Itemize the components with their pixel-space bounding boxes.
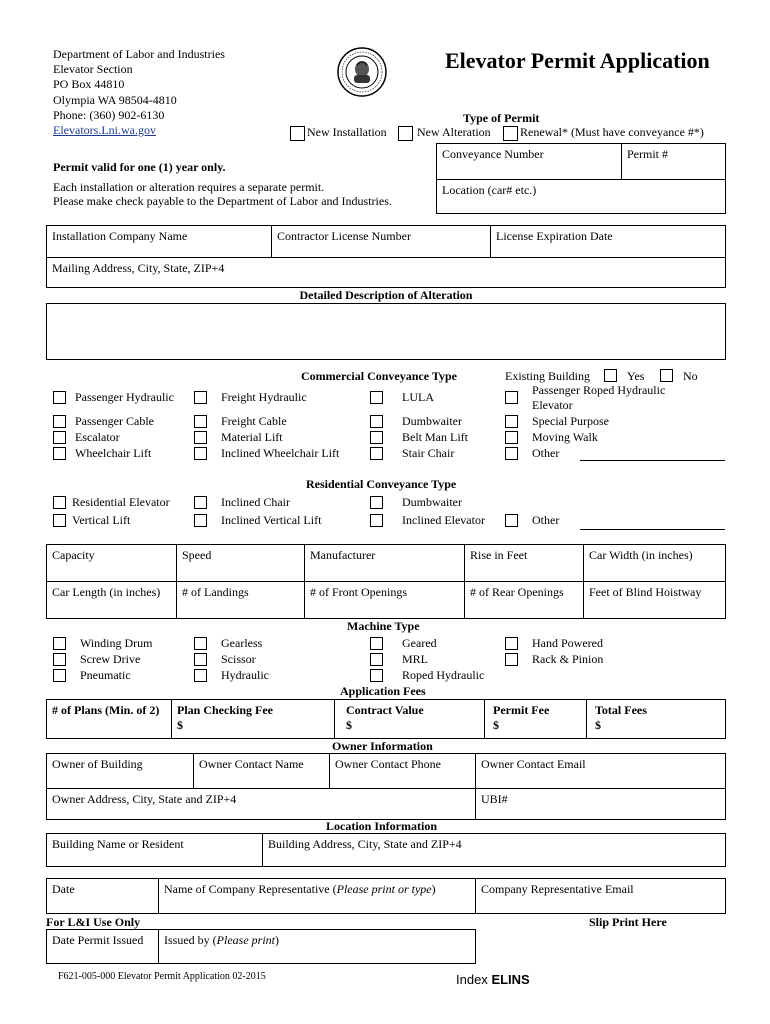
permit-fee-label: Permit Fee bbox=[493, 703, 550, 717]
building-name-field[interactable] bbox=[46, 833, 263, 867]
ubi-label: UBI# bbox=[481, 792, 508, 806]
address-line: Department of Labor and Industries bbox=[53, 47, 225, 61]
owner-contact-phone-label: Owner Contact Phone bbox=[335, 757, 441, 771]
state-seal-icon bbox=[337, 47, 387, 97]
wheelchair-lift-checkbox[interactable] bbox=[53, 447, 66, 460]
rear-openings-label: # of Rear Openings bbox=[470, 585, 564, 599]
address-line: Phone: (360) 902-6130 bbox=[53, 107, 165, 122]
location-field[interactable] bbox=[436, 179, 726, 214]
gearless-label: Gearless bbox=[221, 636, 263, 650]
issued-by-label: Issued by (Please print) bbox=[164, 933, 279, 947]
license-expiration-label: License Expiration Date bbox=[496, 229, 613, 243]
belt-man-lift-label: Belt Man Lift bbox=[402, 430, 468, 444]
plan-checking-dollar: $ bbox=[177, 718, 183, 732]
commercial-dumbwaiter-checkbox[interactable] bbox=[370, 415, 383, 428]
hydraulic-label: Hydraulic bbox=[221, 668, 269, 682]
existing-building-no-label: No bbox=[683, 369, 698, 383]
existing-building-no-checkbox[interactable] bbox=[660, 369, 673, 382]
mailing-address-label: Mailing Address, City, State, ZIP+4 bbox=[52, 261, 225, 275]
passenger-cable-checkbox[interactable] bbox=[53, 415, 66, 428]
passenger-hydraulic-label: Passenger Hydraulic bbox=[75, 390, 174, 404]
owner-address-label: Owner Address, City, State and ZIP+4 bbox=[52, 792, 237, 806]
escalator-checkbox[interactable] bbox=[53, 431, 66, 444]
inclined-wheelchair-lift-checkbox[interactable] bbox=[194, 447, 207, 460]
inclined-elevator-label: Inclined Elevator bbox=[402, 513, 485, 527]
index-label: Index bbox=[456, 972, 488, 987]
index-value: ELINS bbox=[491, 972, 530, 987]
contract-value-dollar: $ bbox=[346, 718, 352, 732]
inclined-vertical-lift-checkbox[interactable] bbox=[194, 514, 207, 527]
owner-address-field[interactable] bbox=[46, 788, 476, 820]
total-fees-field[interactable] bbox=[586, 699, 726, 739]
moving-walk-checkbox[interactable] bbox=[505, 431, 518, 444]
scissor-label: Scissor bbox=[221, 652, 256, 666]
plan-checking-fee-label: Plan Checking Fee bbox=[177, 703, 273, 717]
residential-other-label: Other bbox=[532, 513, 560, 527]
front-openings-label: # of Front Openings bbox=[310, 585, 407, 599]
residential-dumbwaiter-checkbox[interactable] bbox=[370, 496, 383, 509]
blind-hoistway-label: Feet of Blind Hoistway bbox=[589, 585, 702, 599]
date-permit-issued-label: Date Permit Issued bbox=[52, 933, 144, 947]
commercial-other-label: Other bbox=[532, 446, 560, 460]
permit-valid-note: Permit valid for one (1) year only. bbox=[53, 160, 226, 174]
total-fees-label: Total Fees bbox=[595, 703, 647, 717]
screw-drive-label: Screw Drive bbox=[80, 652, 141, 666]
mrl-label: MRL bbox=[402, 652, 429, 666]
date-permit-issued-field[interactable] bbox=[46, 929, 159, 964]
car-width-label: Car Width (in inches) bbox=[589, 548, 693, 562]
existing-building-label: Existing Building bbox=[505, 369, 591, 383]
material-lift-label: Material Lift bbox=[221, 430, 283, 444]
pneumatic-label: Pneumatic bbox=[80, 668, 131, 682]
conveyance-number-field[interactable] bbox=[436, 143, 622, 180]
residential-other-line[interactable] bbox=[580, 529, 725, 530]
landings-field[interactable] bbox=[176, 581, 305, 619]
new-installation-checkbox[interactable] bbox=[290, 126, 305, 141]
slip-print-label: Slip Print Here bbox=[589, 915, 667, 929]
roped-hydraulic-label: Roped Hydraulic bbox=[402, 668, 485, 682]
alteration-heading: Detailed Description of Alteration bbox=[299, 288, 473, 302]
material-lift-checkbox[interactable] bbox=[194, 431, 207, 444]
owner-contact-name-label: Owner Contact Name bbox=[199, 757, 304, 771]
residential-elevator-checkbox[interactable] bbox=[53, 496, 66, 509]
owner-contact-email-field[interactable] bbox=[475, 753, 726, 789]
license-expiration-field[interactable] bbox=[490, 225, 726, 258]
commercial-heading: Commercial Conveyance Type bbox=[301, 369, 457, 383]
freight-hydraulic-label: Freight Hydraulic bbox=[221, 390, 307, 404]
rise-in-feet-label: Rise in Feet bbox=[470, 548, 528, 562]
building-name-label: Building Name or Resident bbox=[52, 837, 184, 851]
residential-dumbwaiter-label: Dumbwaiter bbox=[402, 495, 462, 509]
speed-field[interactable] bbox=[176, 544, 305, 582]
new-alteration-checkbox[interactable] bbox=[398, 126, 413, 141]
wheelchair-lift-label: Wheelchair Lift bbox=[75, 446, 152, 460]
gearless-checkbox[interactable] bbox=[194, 637, 207, 650]
inclined-chair-checkbox[interactable] bbox=[194, 496, 207, 509]
form-id: F621-005-000 Elevator Permit Application 02-2015 bbox=[58, 971, 266, 982]
scissor-checkbox[interactable] bbox=[194, 653, 207, 666]
location-info-heading: Location Information bbox=[326, 819, 437, 833]
conveyance-number-label: Conveyance Number bbox=[442, 147, 544, 161]
contract-value-label: Contract Value bbox=[346, 703, 424, 717]
location-label: Location (car# etc.) bbox=[442, 183, 537, 197]
company-rep-email-label: Company Representative Email bbox=[481, 882, 634, 896]
permit-number-field[interactable] bbox=[621, 143, 726, 180]
moving-walk-label: Moving Walk bbox=[532, 430, 598, 444]
pneumatic-checkbox[interactable] bbox=[53, 669, 66, 682]
plans-field[interactable] bbox=[46, 699, 172, 739]
mrl-checkbox[interactable] bbox=[370, 653, 383, 666]
front-openings-field[interactable] bbox=[304, 581, 465, 619]
passenger-hydraulic-checkbox[interactable] bbox=[53, 391, 66, 404]
rack-pinion-checkbox[interactable] bbox=[505, 653, 518, 666]
inclined-wheelchair-lift-label: Inclined Wheelchair Lift bbox=[221, 446, 340, 460]
belt-man-lift-checkbox[interactable] bbox=[370, 431, 383, 444]
renewal-label: Renewal* (Must have conveyance #*) bbox=[520, 125, 704, 139]
commercial-dumbwaiter-label: Dumbwaiter bbox=[402, 414, 462, 428]
separate-permit-note: Each installation or alteration requires a separate permit. bbox=[53, 180, 325, 194]
lula-label: LULA bbox=[402, 390, 434, 404]
landings-label: # of Landings bbox=[182, 585, 249, 599]
address-line: PO Box 44810 bbox=[53, 77, 125, 92]
date-label: Date bbox=[52, 882, 75, 896]
hydraulic-checkbox[interactable] bbox=[194, 669, 207, 682]
existing-building-yes-checkbox[interactable] bbox=[604, 369, 617, 382]
rack-pinion-label: Rack & Pinion bbox=[532, 652, 604, 666]
owner-contact-email-label: Owner Contact Email bbox=[481, 757, 586, 771]
passenger-cable-label: Passenger Cable bbox=[75, 414, 154, 428]
screw-drive-checkbox[interactable] bbox=[53, 653, 66, 666]
index-code bbox=[456, 972, 530, 987]
total-fees-dollar: $ bbox=[595, 718, 601, 732]
check-payable-note: Please make check payable to the Department of Labor and Industries. bbox=[53, 194, 392, 208]
car-width-field[interactable] bbox=[583, 544, 726, 582]
geared-label: Geared bbox=[402, 636, 437, 650]
escalator-label: Escalator bbox=[75, 430, 120, 444]
freight-cable-label: Freight Cable bbox=[221, 414, 287, 428]
vertical-lift-checkbox[interactable] bbox=[53, 514, 66, 527]
lula-checkbox[interactable] bbox=[370, 391, 383, 404]
speed-label: Speed bbox=[182, 548, 212, 562]
manufacturer-field[interactable] bbox=[304, 544, 465, 582]
contract-value-field[interactable] bbox=[334, 699, 485, 739]
owner-contact-name-field[interactable] bbox=[193, 753, 330, 789]
address-line: Olympia WA 98504-4810 bbox=[53, 92, 177, 107]
email-link[interactable]: Elevators.Lni.wa.gov bbox=[53, 123, 156, 138]
inclined-chair-label: Inclined Chair bbox=[221, 495, 290, 509]
company-rep-email-field[interactable] bbox=[475, 878, 726, 914]
commercial-other-line[interactable] bbox=[580, 460, 725, 461]
owner-building-label: Owner of Building bbox=[52, 757, 143, 771]
installation-company-field[interactable] bbox=[46, 225, 272, 258]
car-length-label: Car Length (in inches) bbox=[52, 585, 161, 599]
special-purpose-checkbox[interactable] bbox=[505, 415, 518, 428]
li-use-heading: For L&I Use Only bbox=[46, 915, 141, 929]
owner-info-heading: Owner Information bbox=[332, 739, 433, 753]
contractor-license-field[interactable] bbox=[271, 225, 491, 258]
permit-fee-field[interactable] bbox=[484, 699, 587, 739]
rise-in-feet-field[interactable] bbox=[464, 544, 584, 582]
residential-heading: Residential Conveyance Type bbox=[306, 477, 457, 491]
hand-powered-checkbox[interactable] bbox=[505, 637, 518, 650]
special-purpose-label: Special Purpose bbox=[532, 414, 609, 428]
mailing-address-field[interactable] bbox=[46, 257, 726, 288]
inclined-elevator-checkbox[interactable] bbox=[370, 514, 383, 527]
freight-cable-checkbox[interactable] bbox=[194, 415, 207, 428]
address-line: Elevator Section bbox=[53, 62, 133, 77]
company-rep-name-label: Name of Company Representative (Please print or type) bbox=[164, 882, 436, 896]
stair-chair-label: Stair Chair bbox=[402, 446, 455, 460]
installation-company-label: Installation Company Name bbox=[52, 229, 188, 243]
permit-number-label: Permit # bbox=[627, 147, 668, 161]
passenger-roped-hydraulic-label-line2: Elevator bbox=[532, 398, 573, 412]
vertical-lift-label: Vertical Lift bbox=[72, 513, 131, 527]
agency-address bbox=[53, 47, 225, 138]
residential-elevator-label: Residential Elevator bbox=[72, 495, 170, 509]
freight-hydraulic-checkbox[interactable] bbox=[194, 391, 207, 404]
manufacturer-label: Manufacturer bbox=[310, 548, 376, 562]
plan-checking-fee-field[interactable] bbox=[171, 699, 335, 739]
rear-openings-field[interactable] bbox=[464, 581, 584, 619]
date-field[interactable] bbox=[46, 878, 159, 914]
permit-fee-dollar: $ bbox=[493, 718, 499, 732]
plans-label: # of Plans (Min. of 2) bbox=[52, 703, 160, 717]
winding-drum-label: Winding Drum bbox=[80, 636, 153, 650]
hand-powered-label: Hand Powered bbox=[532, 636, 603, 650]
blind-hoistway-field[interactable] bbox=[583, 581, 726, 619]
owner-building-field[interactable] bbox=[46, 753, 194, 789]
roped-hydraulic-checkbox[interactable] bbox=[370, 669, 383, 682]
alteration-description-field[interactable] bbox=[46, 303, 726, 360]
permit-type-heading: Type of Permit bbox=[463, 111, 540, 125]
capacity-field[interactable] bbox=[46, 544, 177, 582]
existing-building-yes-label: Yes bbox=[627, 369, 645, 383]
residential-other-checkbox[interactable] bbox=[505, 514, 518, 527]
application-fees-heading: Application Fees bbox=[340, 684, 426, 698]
geared-checkbox[interactable] bbox=[370, 637, 383, 650]
stair-chair-checkbox[interactable] bbox=[370, 447, 383, 460]
owner-contact-phone-field[interactable] bbox=[329, 753, 476, 789]
renewal-checkbox[interactable] bbox=[503, 126, 518, 141]
capacity-label: Capacity bbox=[52, 548, 95, 562]
inclined-vertical-lift-label: Inclined Vertical Lift bbox=[221, 513, 322, 527]
passenger-roped-hydraulic-label: Passenger Roped Hydraulic bbox=[532, 383, 666, 397]
building-address-field[interactable] bbox=[262, 833, 726, 867]
issued-by-field[interactable] bbox=[158, 929, 476, 964]
building-address-label: Building Address, City, State and ZIP+4 bbox=[268, 837, 462, 851]
company-rep-name-field[interactable] bbox=[158, 878, 476, 914]
commercial-other-checkbox[interactable] bbox=[505, 447, 518, 460]
new-alteration-label: New Alteration bbox=[417, 125, 491, 139]
contractor-license-label: Contractor License Number bbox=[277, 229, 411, 243]
winding-drum-checkbox[interactable] bbox=[53, 637, 66, 650]
ubi-field[interactable] bbox=[475, 788, 726, 820]
form-title: Elevator Permit Application bbox=[445, 48, 710, 73]
new-installation-label: New Installation bbox=[307, 125, 387, 139]
machine-type-heading: Machine Type bbox=[347, 619, 420, 633]
car-length-field[interactable] bbox=[46, 581, 177, 619]
passenger-roped-hydraulic-checkbox[interactable] bbox=[505, 391, 518, 404]
